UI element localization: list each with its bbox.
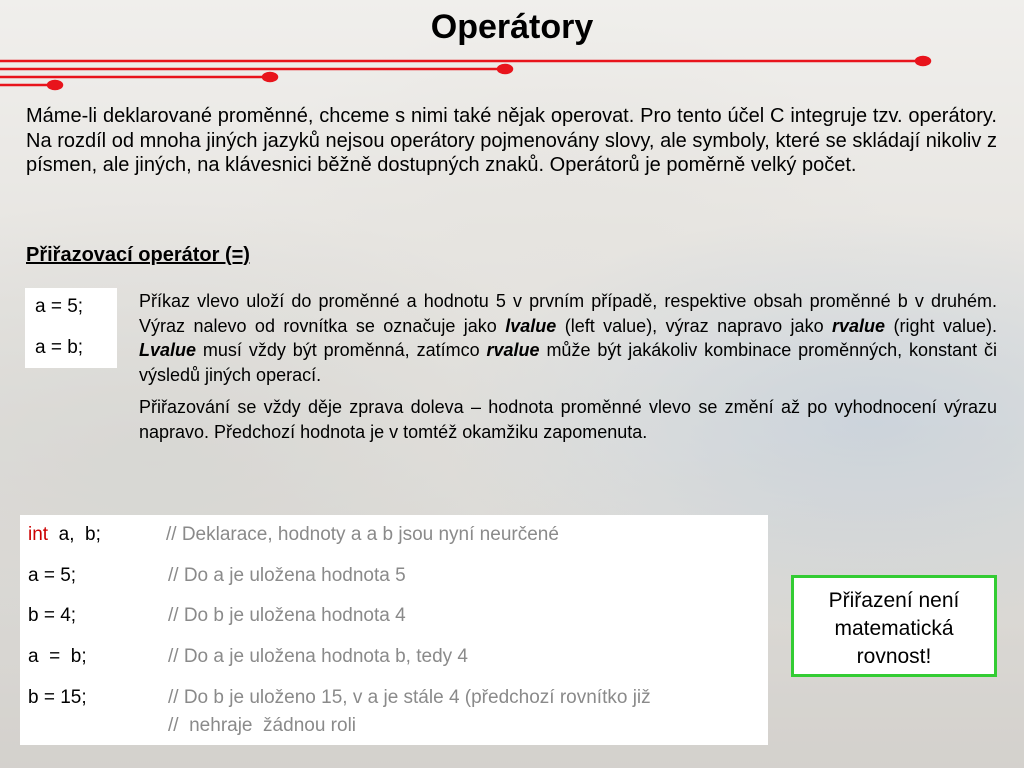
code-comment: // Do b je uloženo 15, v a je stále 4 (předchozí rovnítko již: [168, 687, 651, 708]
intro-paragraph: Máme-li deklarované proměnné, chceme s nimi také nějak operovat. Pro tento účel C integruje tzv. operátory. Na rozdíl od mnoha jiných jazyků nejsou operátory pojmenovány slovy, ale symboly, které se skládají nikoliv z písmen, ale jiných, na klávesnici běžně dostupných znaků. Operátorů je poměrně velký počet.: [26, 105, 997, 176]
decorative-red-lines: [0, 0, 1024, 100]
code-box: int a, b; // Deklarace, hodnoty a a b jsou nyní neurčené a = 5; // Do a je uložena hodnota 5 b = 4; // Do b je uložena hodnota 4 a = b; // Do a je uložena hodnota b, tedy 4 b = 15; // Do b je uloženo 15, v a je stále 4 (předchozí rovnítko již // nehraje žádnou roli: [20, 515, 768, 745]
section-heading: Přiřazovací operátor (=): [26, 244, 250, 266]
code-comment: // Do b je uložena hodnota 4: [168, 605, 406, 626]
code-comment: // nehraje žádnou roli: [168, 715, 357, 736]
code-comment: // Do a je uložena hodnota 5: [168, 565, 406, 586]
slide-title: Operátory: [430, 8, 594, 46]
description: [139, 289, 997, 452]
small-code-line: a = b;: [35, 337, 84, 358]
keyword-int: int: [28, 524, 49, 545]
note-box: [791, 575, 997, 677]
note-line: matematická: [834, 617, 954, 640]
small-code-line: a = 5;: [35, 296, 84, 317]
note-line: rovnost!: [856, 645, 932, 668]
small-code-box: [25, 288, 117, 368]
note-line: Přiřazení není: [828, 589, 960, 612]
code-comment: // Do a je uložena hodnota b, tedy 4: [168, 646, 468, 667]
description-paragraph-1: Příkaz vlevo uloží do proměnné a hodnotu 5 v prvním případě, respektive obsah proměnné b v druhém. Výraz nalevo od rovnítka se označuje jako lvalue (left value), výraz napravo jako rvalue (right value). Lvalue musí vždy být proměnná, zatímco rvalue může být jakákoliv kombinace proměnných, konstant či výsledů jiných operací.: [139, 291, 997, 385]
description-paragraph-2: Přiřazování se vždy děje zprava doleva – hodnota proměnné vlevo se změní až po vyhodnocení výrazu napravo. Předchozí hodnota je v tomtéž okamžiku zapomenuta.: [139, 397, 997, 442]
code-comment: // Deklarace, hodnoty a a b jsou nyní neurčené: [166, 524, 559, 545]
